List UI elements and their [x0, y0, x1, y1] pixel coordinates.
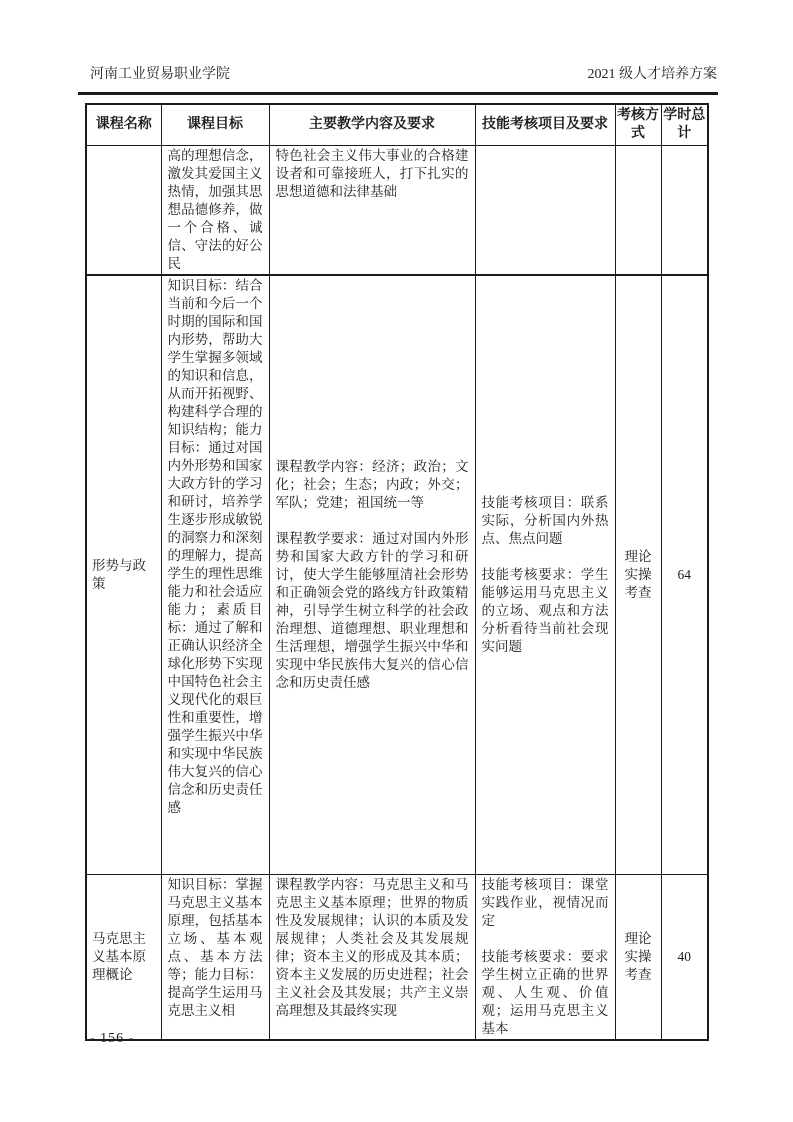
cell-total-hours — [661, 874, 708, 1040]
teaching-content-text: 特色社会主义伟大事业的合格建设者和可靠接班人，打下扎实的思想道德和法律基础 — [275, 148, 469, 199]
teaching-content-text: 课程教学内容：经济；政治；文化；社会；生态；内政；外交；军队；党建；祖国统一等 — [275, 458, 469, 510]
assessment-method-text: 理论实操考查 — [624, 548, 652, 600]
header-rule — [78, 92, 718, 95]
header-school-name: 河南工业贸易职业学院 — [90, 67, 230, 82]
teaching-requirement-text: 课程教学要求：通过对国内外形势和国家大政方针的学习和研讨，使大学生能够厘清社会形势和正确领会党的路线方针政策精神，引导学生树立科学的社会政治理想、道德理想、职业理想和生活理想，增强学生振兴中华和实现中华民族伟大复兴的信心信念和历史责任感 — [275, 530, 469, 690]
page-footer — [90, 1031, 134, 1047]
objectives-text: 高的理想信念，激发其爱国主义热情，加强其思想品德修养，做一个合格、诚信、守法的好公民 — [167, 148, 263, 271]
skill-item-text: 技能考核项目：联系实际，分析国内外热点、焦点问题 — [481, 494, 609, 546]
col-header-teaching-content: 主要教学内容及要求 — [269, 104, 475, 146]
cell-total-hours — [661, 146, 708, 276]
cell-assessment-method — [615, 874, 661, 1040]
skill-requirement-text: 技能考核要求：学生能够运用马克思主义的立场、观点和方法分析看待当前社会现实问题 — [481, 566, 609, 654]
col-header-course-objectives: 课程目标 — [161, 104, 269, 146]
cell-course-name — [86, 146, 161, 276]
cell-skill-assessment — [475, 874, 615, 1040]
course-table — [85, 103, 709, 1041]
cell-course-objectives — [161, 874, 269, 1040]
total-hours-value: 64 — [677, 566, 691, 582]
table-row-marxism-principles — [86, 874, 708, 1040]
skill-item-text: 技能考核项目：课堂实践作业，视情况而定 — [481, 876, 609, 928]
cell-skill-assessment — [475, 275, 615, 874]
table-row-continuation — [86, 146, 708, 276]
table-row-situation-policy — [86, 275, 708, 874]
header-plan-title: 2021 级人才培养方案 — [587, 67, 717, 82]
cell-course-name — [86, 874, 161, 1040]
objectives-text: 知识目标：结合当前和今后一个时期的国际和国内形势，帮助大学生掌握多领域的知识和信息，从而开拓视野、构建科学合理的知识结构；能力目标：通过对国内外形势和国家大政方针的学习和研讨，培养学生逐步形成敏锐的洞察力和深刻的理解力，提高学生的理性思维能力和社会适应能力；素质目标：通过了解和正确认识经济全球化形势下实现中国特色社会主义现代化的艰巨性和重要性，增强学生振兴中华和实现中华民族伟大复兴的信心信念和历史责任感 — [167, 278, 263, 815]
cell-teaching-content — [269, 874, 475, 1040]
cell-assessment-method — [615, 146, 661, 276]
cell-assessment-method — [615, 275, 661, 874]
col-header-skill-assessment: 技能考核项目及要求 — [475, 104, 615, 146]
total-hours-value: 40 — [677, 948, 691, 964]
cell-course-name — [86, 275, 161, 874]
cell-course-objectives — [161, 275, 269, 874]
page-header — [90, 66, 717, 84]
assessment-method-text: 理论实操考查 — [624, 930, 652, 982]
col-header-total-hours: 学时总计 — [661, 104, 708, 146]
cell-teaching-content — [269, 275, 475, 874]
skill-requirement-text: 技能考核要求：要求学生树立正确的世界观、人生观、价值观；运用马克思主义基本 — [481, 948, 609, 1036]
course-name-text: 形势与政策 — [92, 557, 146, 591]
col-header-assessment-method: 考核方式 — [615, 104, 661, 146]
teaching-content-text: 课程教学内容：马克思主义和马克思主义基本原理；世界的物质性及发展规律；认识的本质及发展规律；人类社会及其发展规律；资本主义的形成及其本质；资本主义发展的历史进程；社会主义社会及其发展；共产主义崇高理想及其最终实现 — [275, 876, 469, 1018]
col-header-course-name: 课程名称 — [86, 104, 161, 146]
cell-total-hours — [661, 275, 708, 874]
table-header-row — [86, 104, 708, 146]
course-name-text: 马克思主义基本原理概论 — [92, 930, 146, 982]
cell-teaching-content — [269, 146, 475, 276]
cell-course-objectives — [161, 146, 269, 276]
page-number: - 156 - — [90, 1031, 135, 1046]
cell-skill-assessment — [475, 146, 615, 276]
objectives-text: 知识目标：掌握马克思主义基本原理，包括基本立场、基本观点、基本方法等；能力目标：提高学生运用马克思主义相 — [167, 876, 263, 1018]
